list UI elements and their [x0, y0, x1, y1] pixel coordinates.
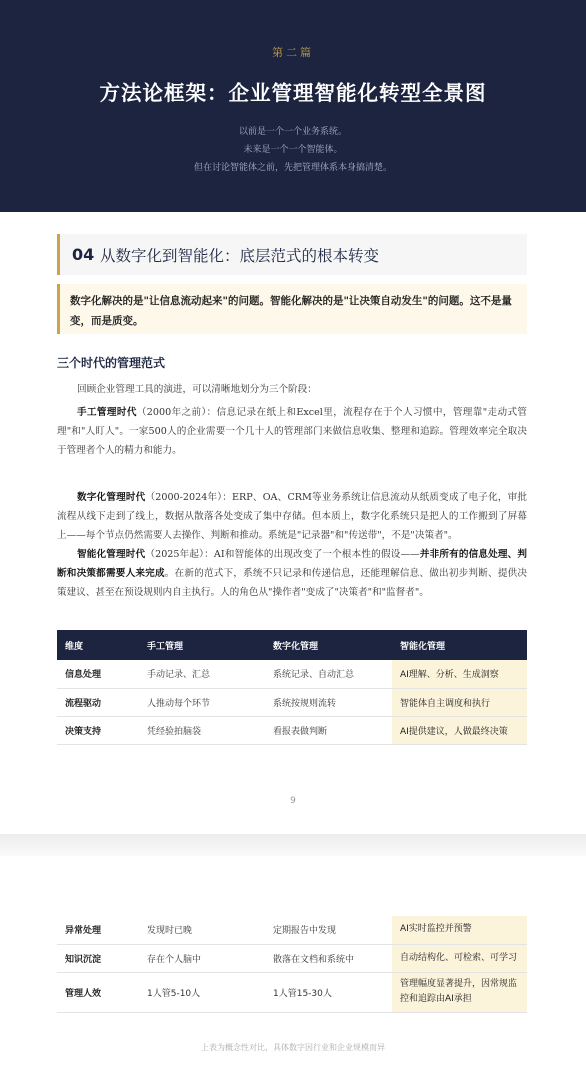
chapter-banner — [0, 0, 586, 212]
table-cell: 智能体自主调度和执行 — [392, 688, 527, 716]
table-cell: 自动结构化、可检索、可学习 — [392, 944, 527, 972]
paragraph-intelligent-era — [57, 545, 527, 602]
table-cell: 凭经验拍脑袋 — [139, 716, 265, 744]
page-10 — [0, 856, 586, 1065]
table-cell: 手动记录、汇总 — [139, 660, 265, 688]
table-cell: 信息处理 — [57, 660, 139, 688]
banner-subtitle-1: 以前是一个一个业务系统。 — [238, 127, 347, 137]
page-number: 9 — [290, 796, 296, 806]
table-footnote: 上表为概念性对比，具体数字因行业和企业规模而异 — [201, 1043, 385, 1052]
table-cell: AI理解、分析、生成洞察 — [392, 660, 527, 688]
section-title: 从数字化到智能化：底层范式的根本转变 — [100, 247, 380, 265]
table-header: 数字化管理 — [265, 630, 392, 660]
table-header: 维度 — [57, 630, 139, 660]
page-9 — [0, 212, 586, 834]
table-cell: 管理幅度显著提升，因常规监控和追踪由AI承担 — [392, 972, 527, 1012]
section-number: 04 — [72, 245, 95, 264]
table-cell: 系统记录、自动汇总 — [265, 660, 392, 688]
banner-subtitle-2: 未来是一个一个智能体。 — [243, 145, 343, 155]
table-cell: 管理人效 — [57, 972, 139, 1012]
era-label: 数字化管理时代 — [77, 492, 146, 503]
table-row — [57, 716, 527, 744]
table-cell: 看报表做判断 — [265, 716, 392, 744]
table-cell: 流程驱动 — [57, 688, 139, 716]
table-cell: 系统按规则流转 — [265, 688, 392, 716]
table-header: 手工管理 — [139, 630, 265, 660]
section-heading — [57, 234, 527, 275]
era-text: 。在新的范式下，系统不只记录和传递信息，还能理解信息、做出初步判断、提供决策建议、甚至在预设规则内自主执行。人的角色从"操作者"变成了"决策者"和"监督者"。 — [57, 568, 528, 598]
page-break — [0, 834, 586, 856]
table-cell: 人推动每个环节 — [139, 688, 265, 716]
table-cell: 存在个人脑中 — [139, 944, 265, 972]
banner-subtitle-3: 但在讨论智能体之前，先把管理体系本身搞清楚。 — [193, 163, 392, 173]
comparison-table — [57, 630, 527, 745]
table-cell: 定期报告中发现 — [265, 916, 392, 944]
intro-paragraph: 回顾企业管理工具的演进，可以清晰地划分为三个阶段： — [77, 384, 317, 395]
table-cell: 发现时已晚 — [139, 916, 265, 944]
table-row — [57, 660, 527, 688]
table-cell: 1人管5-10人 — [139, 972, 265, 1012]
paragraph-digital-era — [57, 488, 527, 545]
table-cell: 1人管15-30人 — [265, 972, 392, 1012]
era-text: （2000年之前）：信息记录在纸上和Excel里，流程存在于个人习惯中，管理靠"走动式管理"和"人盯人"。一家500人的企业需要一个几十人的管理部门来做信息收集、整理和追踪。管理效率完全取决于管理者个人的精力和能力。 — [57, 407, 528, 456]
table-header-row — [57, 630, 527, 660]
table-cell: 决策支持 — [57, 716, 139, 744]
era-text: （2000-2024年）：ERP、OA、CRM等业务系统让信息流动从纸质变成了电子化，审批流程从线下走到了线上，数据从散落各处变成了集中存储。但本质上，数字化系统只是把人的工作搬到了屏幕上——每个节点仍然需要人去操作、判断和推动。系统是"记录器"和"传送带"，不是"决策者"。 — [57, 492, 528, 541]
era-label: 智能化管理时代 — [77, 549, 146, 560]
era-label: 手工管理时代 — [77, 407, 137, 418]
era-text: （2025年起）：AI和智能体的出现改变了一个根本性的假设—— — [145, 549, 420, 560]
key-quote: 数字化解决的是"让信息流动起来"的问题。智能化解决的是"让决策自动发生"的问题。这不是量变，而是质变。 — [57, 284, 527, 334]
table-row — [57, 916, 527, 944]
part-label: 第二篇 — [272, 46, 314, 59]
table-cell: AI提供建议，人做最终决策 — [392, 716, 527, 744]
era-emphasis: 并非所有的信息处理、判断和决策都需要人来完成 — [57, 549, 528, 579]
table-cell: 异常处理 — [57, 916, 139, 944]
table-cell: 散落在文档和系统中 — [265, 944, 392, 972]
table-row — [57, 944, 527, 972]
comparison-table-continued — [57, 916, 527, 1013]
subsection-heading: 三个时代的管理范式 — [57, 356, 166, 370]
table-row — [57, 688, 527, 716]
table-cell: AI实时监控并预警 — [392, 916, 527, 944]
chapter-title: 方法论框架：企业管理智能化转型全景图 — [99, 81, 487, 105]
table-cell: 知识沉淀 — [57, 944, 139, 972]
table-row — [57, 972, 527, 1012]
paragraph-manual-era — [57, 403, 527, 460]
table-header: 智能化管理 — [392, 630, 527, 660]
